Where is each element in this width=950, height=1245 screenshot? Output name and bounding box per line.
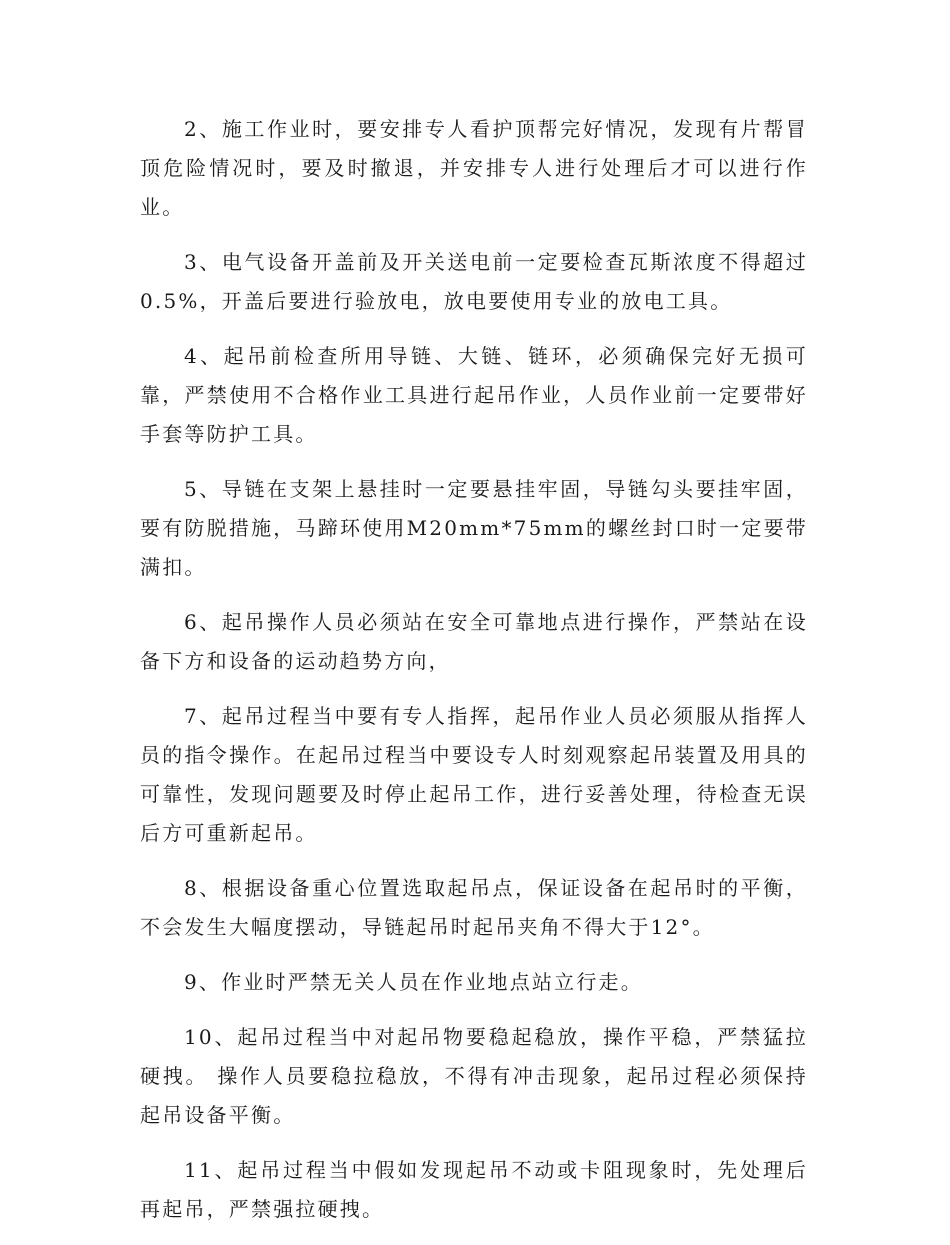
document-body xyxy=(140,110,808,1245)
paragraph-item-4: 4、起吊前检查所用导链、大链、链环，必须确保完好无损可靠，严禁使用不合格作业工具进行起吊作业，人员作业前一定要带好手套等防护工具。 xyxy=(140,344,808,446)
paragraph-item-10: 10、起吊过程当中对起吊物要稳起稳放，操作平稳，严禁猛拉硬拽。 操作人员要稳拉稳放，不得有冲击现象，起吊过程必须保持起吊设备平衡。 xyxy=(140,1025,808,1127)
paragraph-item-6: 6、起吊操作人员必须站在安全可靠地点进行操作，严禁站在设备下方和设备的运动趋势方向， xyxy=(140,610,808,673)
paragraph-item-11: 11、起吊过程当中假如发现起吊不动或卡阻现象时，先处理后再起吊，严禁强拉硬拽。 xyxy=(140,1158,808,1221)
paragraph-item-8: 8、根据设备重心位置选取起吊点，保证设备在起吊时的平衡，不会发生大幅度摆动，导链起吊时起吊夹角不得大于12°。 xyxy=(140,876,808,939)
paragraph-item-9: 9、作业时严禁无关人员在作业地点站立行走。 xyxy=(184,970,643,994)
paragraph-item-7: 7、起吊过程当中要有专人指挥，起吊作业人员必须服从指挥人员的指令操作。在起吊过程当中要设专人时刻观察起吊装置及用具的可靠性，发现问题要及时停止起吊工作，进行妥善处理，待检查无误后方可重新起吊。 xyxy=(140,704,808,845)
paragraph-item-3: 3、电气设备开盖前及开关送电前一定要检查瓦斯浓度不得超过0.5%，开盖后要进行验放电，放电要使用专业的放电工具。 xyxy=(140,250,808,313)
paragraph-item-2: 2、施工作业时，要安排专人看护顶帮完好情况，发现有片帮冒顶危险情况时，要及时撤退，并安排专人进行处理后才可以进行作业。 xyxy=(140,117,808,219)
paragraph-item-5: 5、导链在支架上悬挂时一定要悬挂牢固，导链勾头要挂牢固，要有防脱措施，马蹄环使用M20mm*75mm的螺丝封口时一定要带满扣。 xyxy=(140,477,808,579)
